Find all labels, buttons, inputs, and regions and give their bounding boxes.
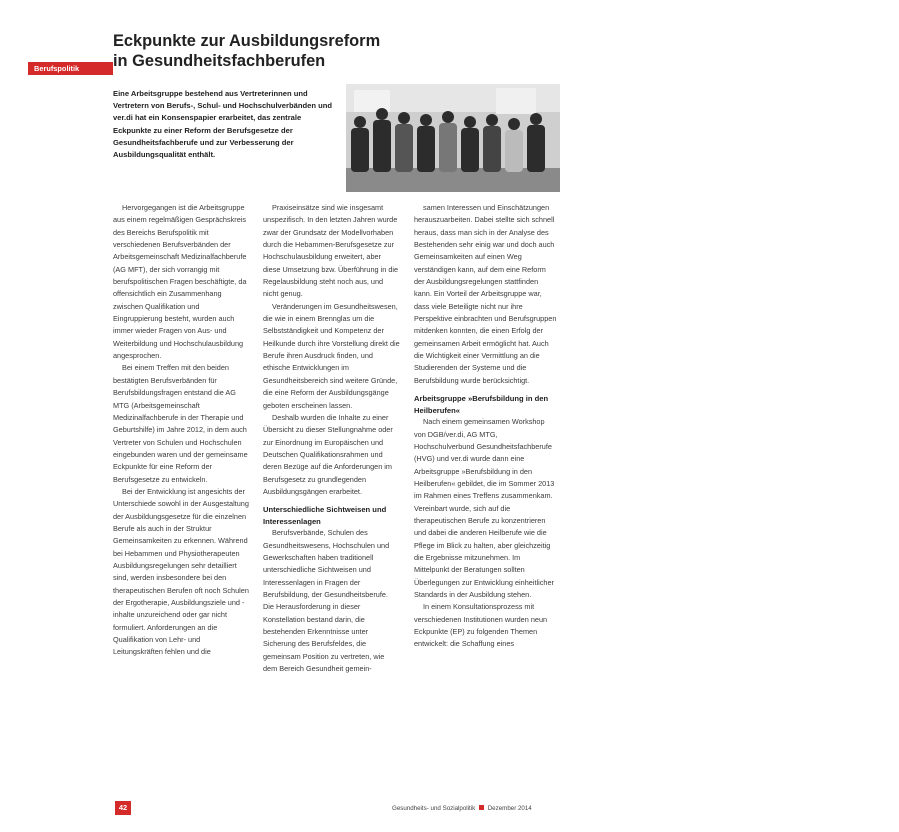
paragraph: In einem Konsultationsprozess mit verschiedenen Institutionen wurden neun Eckpunkte (EP) zu folgenden Themen entwickelt: die Schaffung eines <box>414 602 548 649</box>
page-footer <box>392 805 532 812</box>
issue-date: Dezember 2014 <box>487 805 532 812</box>
subheading: Unterschiedliche Sichtweisen und Interessenlagen <box>263 505 387 526</box>
separator-square-icon <box>479 805 484 810</box>
subheading: Arbeitsgruppe »Berufsbildung in den Heilberufen« <box>414 394 549 415</box>
section-rubric: Berufspolitik <box>28 62 113 75</box>
paragraph: Veränderungen im Gesundheitswesen, die wie in einem Brennglas um die Selbstständigkeit und Kompetenz der Heilkunde durch ihre Vorstellung direkt die Berufe ihren Ausdruck finden, und ethische Entwicklungen im Gesundheitsbereich sind weitere Gründe, die eine Reform der Ausbildungsgänge geboten erscheinen lassen. <box>263 301 400 410</box>
text-column-3 <box>414 202 557 651</box>
title-line-2: in Gesundheitsfachberufen <box>113 52 326 70</box>
group-photo <box>346 84 899 236</box>
title-line-1: Eckpunkte zur Ausbildungsreform <box>113 32 381 50</box>
paragraph: Bei einem Treffen mit den beiden bestätigten Berufsverbänden für Berufsbildungsfragen entstand die AG MTG (Arbeitsgemeinschaft Medizinalfachberufe in der Therapie und Geburtshilfe) im Jahre 2012, in dem auch Vertreter von Schulen und Hochschulen eingebunden waren und der gemeinsame Eckpunkte für eine Reform der Berufsgesetze zu entwickeln. <box>113 363 248 484</box>
paragraph: Deshalb wurden die Inhalte zu einer Übersicht zu dieser Stellungnahme oder zur Einordnung im Europäischen und Deutschen Qualifikationsrahmen und deren Bezüge auf die Anforderungen im Berufsgesetz zu grundlegenden Ausbildungsgängen erarbeitet. <box>263 412 393 496</box>
paragraph: Bei der Entwicklung ist angesichts der Unterschiede sowohl in der Ausgestaltung der Ausbildungsgesetze für die einzelnen Berufe als auch in der Struktur Gemeinsamkeiten zu erkennen. Während bei Hebammen und Physiotherapeuten Ausbildungsregelungen sehr detailliert sind, werden insbesondere bei den therapeutischen Berufen oft noch Schulen der Ergotherapie, Ausbildungsziele und -inhalte unzureichend oder gar nicht formuliert. Anforderungen an die Qualifikation von Lehr- und Leitungskräften fehlen und die <box>113 486 249 657</box>
intro-paragraph: Eine Arbeitsgruppe bestehend aus Vertreterinnen und Vertretern von Berufs-, Schul- und Hochschulverbänden und ver.di hat ein Konsenspapier erarbeitet, das zentrale Eckpunkte zu einer Reform der Berufsgesetze der Gesundheitsfachberufe und zur Verbesserung der Ausbildungsqualität enthält. <box>113 89 332 160</box>
article-title <box>113 31 443 71</box>
paragraph: Berufsverbände, Schulen des Gesundheitswesens, Hochschulen und Gewerkschaften haben traditionell unterschiedliche Sichtweisen und Interessenlagen in Fragen der Berufsbildung, der Gesundheitsberufe. Die Herausforderung in dieser Konstellation bestand darin, die bestehenden Erkenntnisse unter Sicherung des Berufsfeldes, die gemeinsam Position zu vertreten, wie dem Bereich Gesundheit gemein- <box>263 528 390 674</box>
paragraph: samen Interessen und Einschätzungen herauszuarbeiten. Dabei stellte sich schnell heraus, dass man sich in der Analyse des Bestehenden sehr einig war und doch auch Gemeinsamkeiten auf einen Weg verständigen kann, auf dem eine Reform der Ausbildungsregelungen stattfinden kann. Ein Vorteil der Arbeitsgruppe war, dass viele Beteiligte nicht nur ihre Perspektive einbrachten und Berufsgruppen mitdenken konnten, die einen Erfolg der gemeinsamen Arbeit ermöglicht hat. Auch die Wichtigkeit einer Vermittlung an die Studierenden der Systeme und die Berufsbildung wurde berücksichtigt. <box>414 203 557 385</box>
photo-credit: Foto: Jonas Schüle <box>893 193 899 236</box>
journal-name: Gesundheits- und Sozialpolitik <box>392 805 476 812</box>
group-photo-illustration <box>346 84 560 192</box>
paragraph: Hervorgegangen ist die Arbeitsgruppe aus einem regelmäßigen Gesprächskreis des Bereichs Berufspolitik mit verschiedenen Berufsverbänden der Arbeitsgemeinschaft Medizinalfachberufe (AG MFT), der sich vorrangig mit berufspolitischen Fragen beschäftigte, da offensichtlich ein Zusammenhang zwischen Qualifikation und Eingruppierung besteht, wurden auch immer wieder Fragen von Aus- und Weiterbildung und Hochschulausbildung angesprochen. <box>113 203 247 361</box>
paragraph: Nach einem gemeinsamen Workshop von DGB/ver.di, AG MTG, Hochschulverbund Gesundheitsfachberufe (HVG) und ver.di wurde dann eine Arbeitsgruppe »Berufsbildung in den Heilberufen« gebildet, die im Sommer 2013 im Rahmen eines Treffens zusammenkam. Vereinbart wurde, sich auf die therapeutischen Berufe zu konzentrieren und dabei die anderen Heilberufe wie die Pflege im Blick zu halten, aber gleichzeitig die Ergebnisse mitzunehmen. Im Mittelpunkt der Beratungen sollten Überlegungen zur Entwicklung einheitlicher Standards in der Ausbildung stehen. <box>414 417 555 599</box>
text-column-1 <box>113 202 250 659</box>
text-column-2 <box>263 202 400 675</box>
page-number: 42 <box>115 801 131 815</box>
paragraph: Praxiseinsätze sind wie insgesamt unspezifisch. In den letzten Jahren wurde zwar der Grundsatz der Modellvorhaben durch die Hebammen-Berufsgesetze zur Hochschulausbildung erweitert, aber diese Umsetzung bzw. Überführung in die Regelausbildung steht noch aus, und nicht genug. <box>263 203 399 299</box>
